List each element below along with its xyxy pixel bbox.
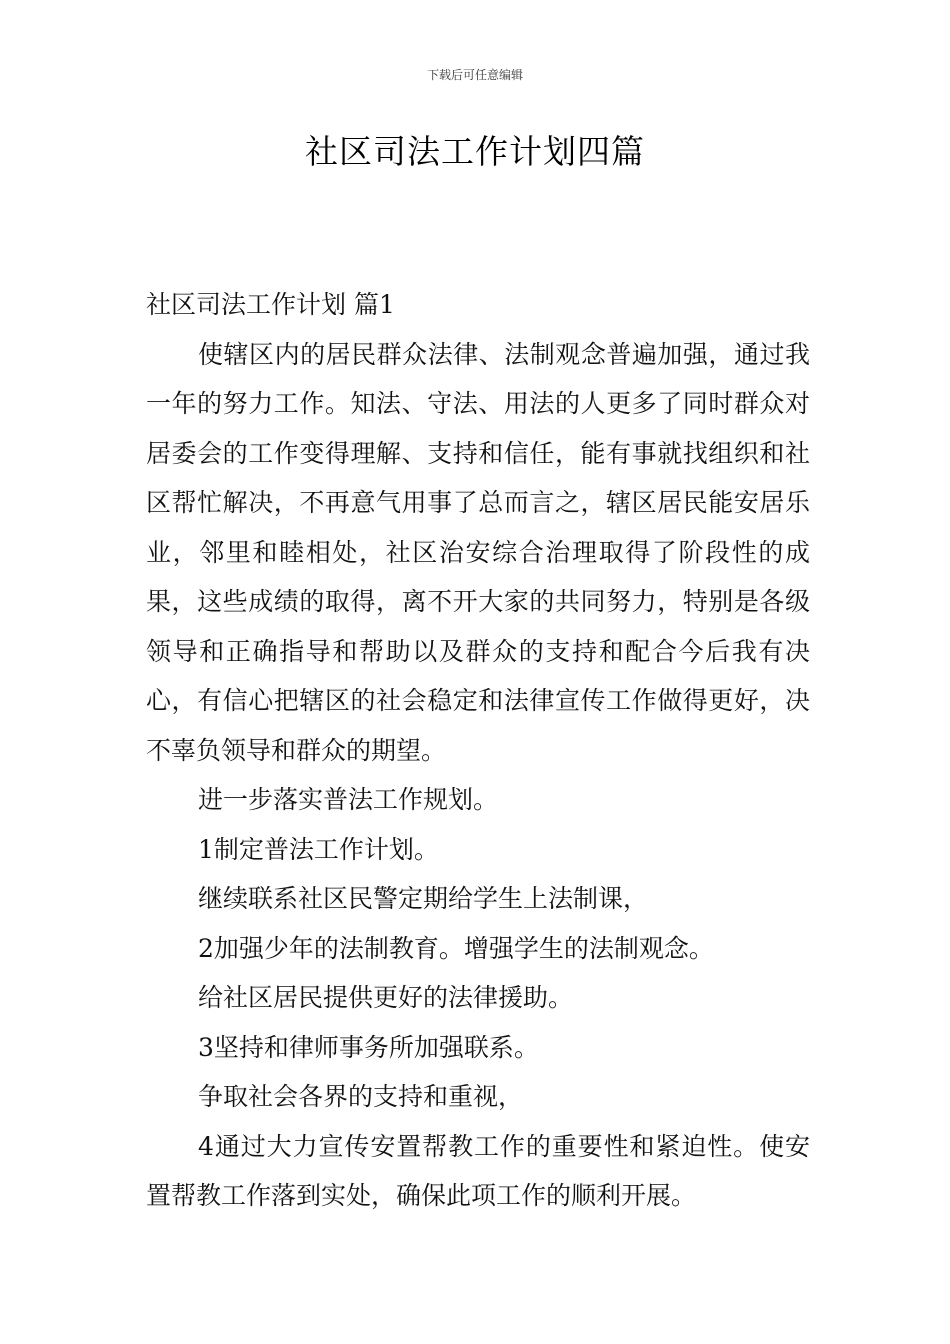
paragraph: 2加强少年的法制教育。增强学生的法制观念。 [198, 933, 714, 963]
paragraph: 1制定普法工作计划。 [198, 834, 439, 864]
paragraph: 进一步落实普法工作规划。 [198, 785, 499, 814]
paragraph: 给社区居民提供更好的法律援助。 [198, 983, 574, 1012]
document-title: 社区司法工作计划四篇 [305, 132, 645, 171]
paragraph: 继续联系社区民警定期给学生上法制课， [198, 884, 649, 913]
paragraph: 3坚持和律师事务所加强联系。 [198, 1032, 539, 1062]
paragraph: 争取社会各界的支持和重视， [198, 1082, 524, 1111]
paragraph: 4通过大力宣传安置帮教工作的重要性和紧迫性。使安置帮教工作落到实处，确保此项工作的顺利开展。 [146, 1131, 810, 1210]
section-heading: 社区司法工作计划 篇1 [146, 290, 395, 319]
document-body [146, 280, 810, 1221]
header-note: 下载后可任意编辑 [426, 68, 523, 82]
paragraph-intro: 使辖区内的居民群众法律、法制观念普遍加强，通过我一年的努力工作。知法、守法、用法的人更多了同时群众对居委会的工作变得理解、支持和信任，能有事就找组织和社区帮忙解决，不再意气用事了总而言之，辖区居民能安居乐业，邻里和睦相处，社区治安综合治理取得了阶段性的成果，这些成绩的取得，离不开大家的共同努力，特别是各级领导和正确指导和帮助以及群众的支持和配合今后我有决心，有信心把辖区的社会稳定和法律宣传工作做得更好，决不辜负领导和群众的期望。 [146, 339, 810, 765]
